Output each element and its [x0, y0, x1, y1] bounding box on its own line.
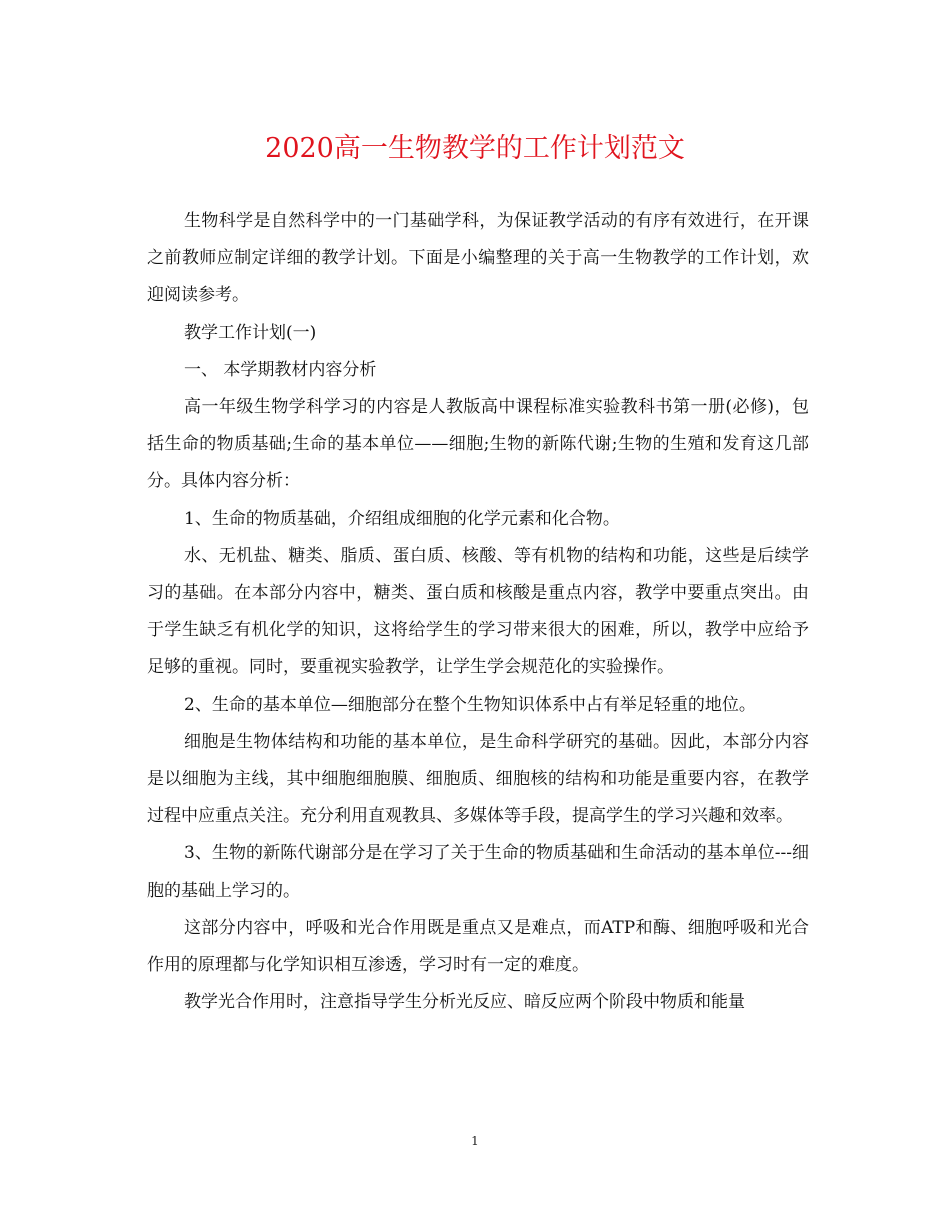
- paragraph-item-3-detail: 这部分内容中，呼吸和光合作用既是重点又是难点，而ATP和酶、细胞呼吸和光合作用的原理都与化学知识相互渗透，学习时有一定的难度。: [147, 917, 809, 976]
- page-number: 1: [471, 1134, 479, 1148]
- document-title: 2020高一生物教学的工作计划范文: [265, 133, 685, 164]
- paragraph-item-2: 2、生命的基本单位—细胞部分在整个生物知识体系中占有举足轻重的地位。: [184, 694, 756, 715]
- paragraph-overview: 高一年级生物学科学习的内容是人教版高中课程标准实验教科书第一册(必修)，包括生命的物质基础;生命的基本单位——细胞;生物的新陈代谢;生物的生殖和发育这几部分。具体内容分析：: [147, 397, 809, 492]
- document-body: [147, 203, 809, 1021]
- paragraph-intro: 生物科学是自然科学中的一门基础学科，为保证教学活动的有序有效进行，在开课之前教师应制定详细的教学计划。下面是小编整理的关于高一生物教学的工作计划，欢迎阅读参考。: [147, 211, 809, 306]
- paragraph-plan-heading: 教学工作计划(一): [184, 322, 317, 343]
- paragraph-section-heading: 一、 本学期教材内容分析: [184, 359, 377, 380]
- paragraph-item-2-detail: 细胞是生物体结构和功能的基本单位，是生命科学研究的基础。因此，本部分内容是以细胞为主线，其中细胞细胞膜、细胞质、细胞核的结构和功能是重要内容，在教学过程中应重点关注。充分利用直观教具、多媒体等手段，提高学生的学习兴趣和效率。: [147, 731, 809, 827]
- paragraph-item-3: 3、生物的新陈代谢部分是在学习了关于生命的物质基础和生命活动的基本单位---细胞的基础上学习的。: [147, 843, 809, 901]
- paragraph-item-1: 1、生命的物质基础，介绍组成细胞的化学元素和化合物。: [184, 508, 620, 529]
- paragraph-photosynthesis: 教学光合作用时，注意指导学生分析光反应、暗反应两个阶段中物质和能量: [184, 992, 745, 1013]
- paragraph-item-1-detail: 水、无机盐、糖类、脂质、蛋白质、核酸、等有机物的结构和功能，这些是后续学习的基础。在本部分内容中，糖类、蛋白质和核酸是重点内容，教学中要重点突出。由于学生缺乏有机化学的知识，这将给学生的学习带来很大的困难，所以，教学中应给予足够的重视。同时，要重视实验教学，让学生学会规范化的实验操作。: [147, 545, 809, 678]
